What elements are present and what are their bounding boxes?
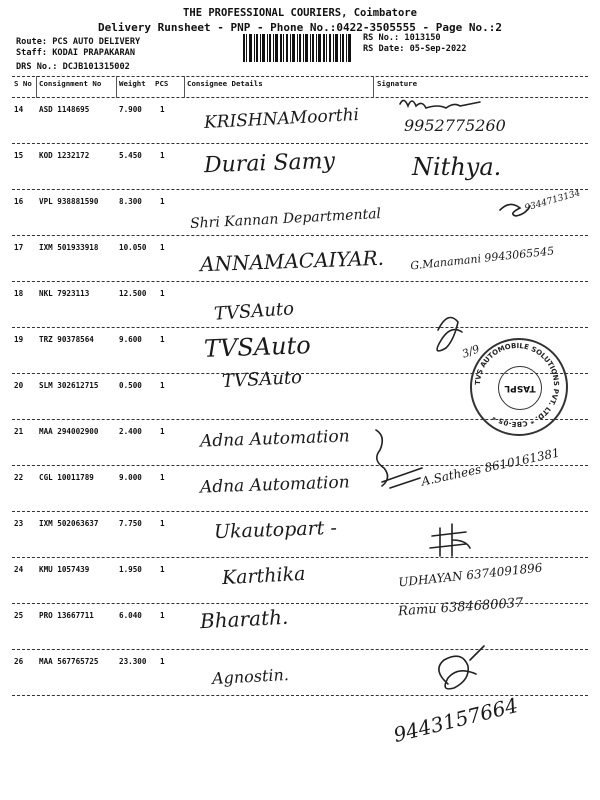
signature-scribble-icon [437, 318, 462, 351]
handwritten-consignee-name: ANNAMACAIYAR. [199, 245, 385, 277]
row-pcs: 1 [160, 565, 165, 574]
row-pcs: 1 [160, 289, 165, 298]
handwritten-consignee-name: Shri Kannan Departmental [189, 206, 382, 232]
row-pcs: 1 [160, 151, 165, 160]
handwritten-consignee-name: Ukautopart - [213, 516, 338, 544]
row-sno: 21 [14, 427, 24, 436]
row-sno: 18 [14, 289, 24, 298]
col-header-consignment: Consignment No [39, 79, 102, 88]
col-header-signature: Signature [377, 79, 418, 88]
row-weight: 9.000 [119, 473, 142, 482]
signature-scribble-icon [430, 524, 470, 556]
handwritten-consignee-name: Bharath. [199, 604, 289, 634]
row-consignment-no: KOD 1232172 [39, 151, 90, 160]
row-weight: 7.750 [119, 519, 142, 528]
row-consignment-no: MAA 294002900 [39, 427, 99, 436]
row-weight: 10.050 [119, 243, 147, 252]
row-consignment-no: IXM 501933918 [39, 243, 99, 252]
signature-scribble-icon [439, 646, 484, 689]
row-pcs: 1 [160, 427, 165, 436]
row-consignment-no: KMU 1057439 [39, 565, 90, 574]
row-weight: 0.500 [119, 381, 142, 390]
row-consignment-no: MAA 567765725 [39, 657, 99, 666]
signature-scribble-icon [376, 430, 422, 488]
row-weight: 23.300 [119, 657, 147, 666]
signature-scribble-icon [400, 100, 480, 108]
handwritten-consignee-name: Adna Automation [199, 426, 350, 452]
handwritten-consignee-name: Adna Automation [199, 472, 350, 498]
row-pcs: 1 [160, 243, 165, 252]
col-header-consignee: Consignee Details [187, 79, 263, 88]
row-consignment-no: NKL 7923113 [39, 289, 90, 298]
col-header-weight: Weight [119, 79, 146, 88]
staff-label: Staff: KODAI PRAPAKARAN [16, 48, 135, 58]
stamp-center-text: TASPL [498, 366, 542, 410]
row-sno: 24 [14, 565, 24, 574]
row-weight: 9.600 [119, 335, 142, 344]
handwritten-consignee-name: TVSAuto [213, 298, 295, 325]
signature-row-24: UDHAYAN 6374091896 [397, 560, 544, 590]
col-header-pcs: PCS [155, 79, 169, 88]
row-sno: 20 [14, 381, 24, 390]
handwritten-consignee-name: Agnostin. [211, 665, 290, 688]
company-stamp-icon [470, 338, 568, 436]
signature-row-16: 9344713134 [523, 188, 582, 214]
row-weight: 6.040 [119, 611, 142, 620]
row-pcs: 1 [160, 473, 165, 482]
row-sno: 17 [14, 243, 24, 252]
row-weight: 2.400 [119, 427, 142, 436]
col-header-sno: S No [14, 79, 32, 88]
row-weight: 8.300 [119, 197, 142, 206]
row-consignment-no: PRO 13667711 [39, 611, 94, 620]
drs-label: DRS No.: DCJB101315002 [16, 62, 130, 72]
handwritten-consignee-name: TVSAuto [203, 331, 312, 363]
row-sno: 16 [14, 197, 24, 206]
row-pcs: 1 [160, 657, 165, 666]
row-weight: 5.450 [119, 151, 142, 160]
rs-no: RS No.: 1013150 [363, 33, 441, 43]
handwritten-consignee-name: TVSAuto [221, 366, 303, 393]
signature-row-22: A.Sathees 8610161381 [420, 445, 561, 489]
row-sno: 23 [14, 519, 24, 528]
row-consignment-no: TRZ 90378564 [39, 335, 94, 344]
company-title: THE PROFESSIONAL COURIERS, Coimbatore [183, 7, 417, 19]
row-consignment-no: ASD 1148695 [39, 105, 90, 114]
row-pcs: 1 [160, 381, 165, 390]
row-sno: 19 [14, 335, 24, 344]
signature-row-17: G.Manamani 9943065545 [409, 244, 555, 273]
signature-row-14: 9952775260 [404, 116, 506, 135]
row-sno: 25 [14, 611, 24, 620]
row-sno: 15 [14, 151, 24, 160]
row-weight: 1.950 [119, 565, 142, 574]
row-pcs: 1 [160, 519, 165, 528]
row-consignment-no: SLM 302612715 [39, 381, 99, 390]
row-weight: 7.900 [119, 105, 142, 114]
row-consignment-no: IXM 502063637 [39, 519, 99, 528]
handwritten-consignee-name: KRISHNAMoorthi [203, 104, 360, 134]
signature-row-25: Ramu 6384680037 [397, 595, 524, 620]
rs-date: RS Date: 05-Sep-2022 [363, 44, 467, 54]
row-pcs: 1 [160, 335, 165, 344]
signature-row-15: Nithya. [412, 153, 502, 181]
row-pcs: 1 [160, 197, 165, 206]
handwritten-consignee-name: Karthika [221, 562, 306, 590]
stamp-ring-text: TVS AUTOMOBILE SOLUTIONS PVT. LTD. * CBE-05 * [473, 341, 561, 429]
row-pcs: 1 [160, 611, 165, 620]
row-consignment-no: VPL 938881590 [39, 197, 99, 206]
row-consignment-no: CGL 10011789 [39, 473, 94, 482]
handwritten-consignee-name: Durai Samy [203, 148, 336, 179]
row-sno: 26 [14, 657, 24, 666]
runsheet-subtitle: Delivery Runsheet - PNP - Phone No.:0422-3505555 - Page No.:2 [98, 21, 502, 34]
row-sno: 14 [14, 105, 24, 114]
row-pcs: 1 [160, 105, 165, 114]
signature-row-19: 3/9 [460, 342, 482, 361]
signature-row-26: 9443157664 [390, 692, 521, 748]
row-sno: 22 [14, 473, 24, 482]
row-weight: 12.500 [119, 289, 147, 298]
route-label: Route: PCS AUTO DELIVERY [16, 37, 141, 47]
